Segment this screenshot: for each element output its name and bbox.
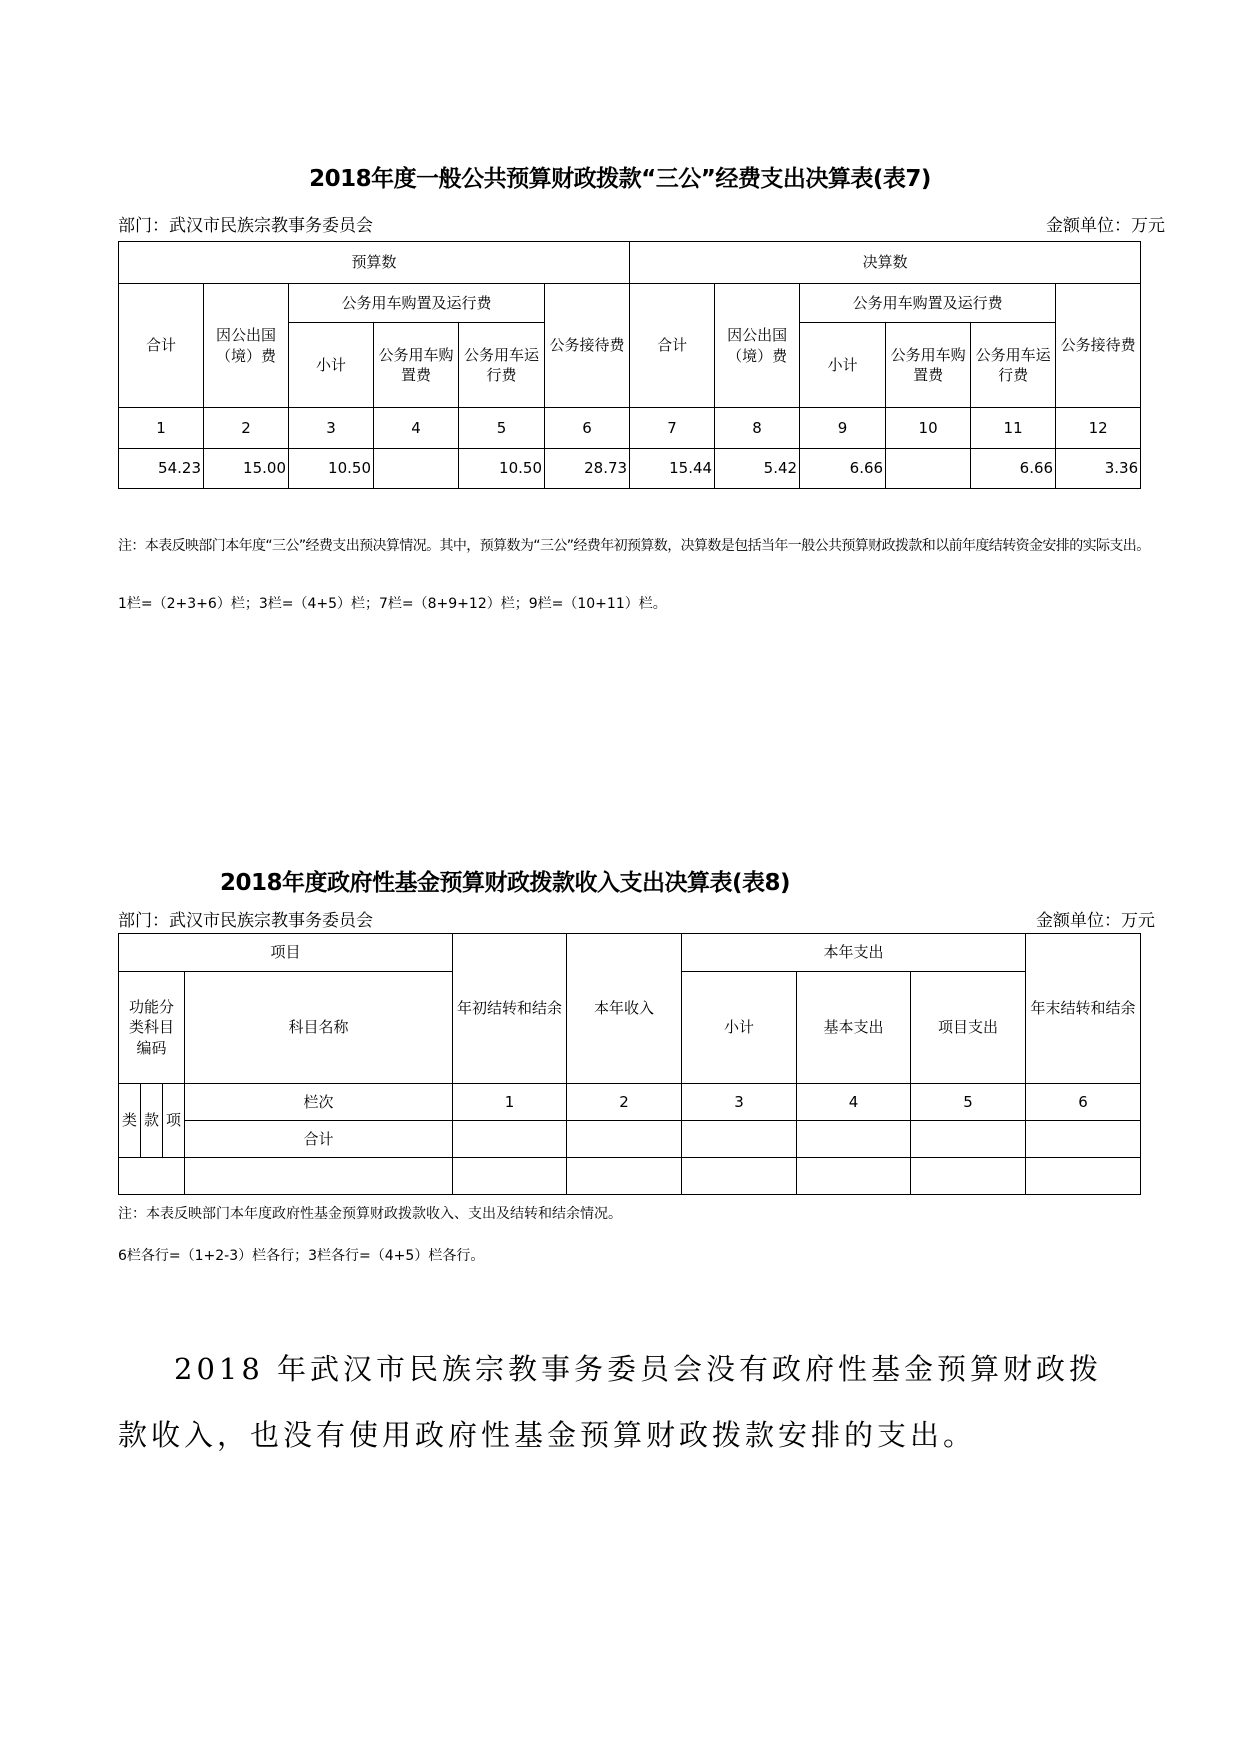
col-number: 9	[800, 408, 886, 449]
header-subtotal: 小计	[682, 972, 797, 1084]
table7-note: 注：本表反映部门本年度“三公”经费支出预决算情况。其中，预算数为“三公”经费年初预算数，决算数是包括当年一般公共预算财政拨款和以前年度结转资金安排的实际支出。	[118, 538, 1150, 554]
col-number: 3	[682, 1084, 797, 1121]
total-label: 合计	[185, 1121, 453, 1158]
header-reception: 公务接待费	[545, 284, 630, 408]
header-vehicle: 公务用车购置及运行费	[800, 284, 1056, 323]
header-final: 决算数	[630, 242, 1141, 284]
header-closing-balance: 年末结转和结余	[1026, 934, 1141, 1084]
value-cell	[374, 449, 459, 489]
col-number: 6	[545, 408, 630, 449]
value-cell: 5.42	[715, 449, 800, 489]
value-cell: 15.44	[630, 449, 715, 489]
header-vehicle-operation: 公务用车运行费	[459, 323, 545, 408]
header-project-expense: 项目支出	[911, 972, 1026, 1084]
col-number: 2	[204, 408, 289, 449]
col-number: 1	[453, 1084, 567, 1121]
header-vehicle-operation: 公务用车运行费	[971, 323, 1056, 408]
table7-title: 2018年度一般公共预算财政拨款“三公”经费支出决算表(表7)	[309, 166, 931, 192]
header-total: 合计	[119, 284, 204, 408]
header-current-income: 本年收入	[567, 934, 682, 1084]
header-subject-name: 科目名称	[185, 972, 453, 1084]
table7-formula: 1栏=（2+3+6）栏；3栏=（4+5）栏；7栏=（8+9+12）栏；9栏=（10+11）栏。	[118, 596, 667, 612]
table-row	[119, 449, 1141, 489]
table8-title: 2018年度政府性基金预算财政拨款收入支出决算表(表8)	[219, 870, 791, 896]
table8	[118, 933, 1141, 1195]
table-row	[119, 1158, 1141, 1195]
header-lanci: 栏次	[185, 1084, 453, 1121]
table8-department: 部门：武汉市民族宗教事务委员会	[118, 911, 373, 931]
paragraph-line1: 2018 年武汉市民族宗教事务委员会没有政府性基金预算财政拨	[174, 1352, 1103, 1386]
header-vehicle: 公务用车购置及运行费	[289, 284, 545, 323]
table-row	[119, 1121, 1141, 1158]
table7	[118, 241, 1141, 489]
header-abroad: 因公出国（境）费	[204, 284, 289, 408]
header-subtotal: 小计	[289, 323, 374, 408]
header-budget: 预算数	[119, 242, 630, 284]
header-lei: 类	[119, 1084, 141, 1158]
col-number: 10	[886, 408, 971, 449]
col-number: 5	[459, 408, 545, 449]
table7-department: 部门：武汉市民族宗教事务委员会	[118, 216, 373, 236]
header-opening-balance: 年初结转和结余	[453, 934, 567, 1084]
col-number: 8	[715, 408, 800, 449]
header-kuan: 款	[141, 1084, 163, 1158]
header-reception: 公务接待费	[1056, 284, 1141, 408]
table8-unit: 金额单位：万元	[1036, 911, 1155, 931]
header-func-code: 功能分类科目编码	[119, 972, 185, 1084]
col-number: 4	[797, 1084, 911, 1121]
value-cell: 6.66	[800, 449, 886, 489]
value-cell: 3.36	[1056, 449, 1141, 489]
header-vehicle-purchase: 公务用车购置费	[374, 323, 459, 408]
table8-note: 注：本表反映部门本年度政府性基金预算财政拨款收入、支出及结转和结余情况。	[118, 1206, 622, 1222]
col-number: 7	[630, 408, 715, 449]
paragraph-line2: 款收入，也没有使用政府性基金预算财政拨款安排的支出。	[118, 1418, 977, 1452]
col-number: 1	[119, 408, 204, 449]
header-current-expense: 本年支出	[682, 934, 1026, 972]
value-cell	[886, 449, 971, 489]
col-number: 6	[1026, 1084, 1141, 1121]
value-cell: 10.50	[459, 449, 545, 489]
table8-formula: 6栏各行=（1+2-3）栏各行；3栏各行=（4+5）栏各行。	[118, 1248, 485, 1264]
value-cell: 10.50	[289, 449, 374, 489]
col-number: 2	[567, 1084, 682, 1121]
value-cell: 15.00	[204, 449, 289, 489]
col-number: 12	[1056, 408, 1141, 449]
value-cell: 28.73	[545, 449, 630, 489]
header-abroad: 因公出国（境）费	[715, 284, 800, 408]
header-vehicle-purchase: 公务用车购置费	[886, 323, 971, 408]
col-number: 4	[374, 408, 459, 449]
header-subtotal: 小计	[800, 323, 886, 408]
col-number: 11	[971, 408, 1056, 449]
header-total: 合计	[630, 284, 715, 408]
header-basic-expense: 基本支出	[797, 972, 911, 1084]
value-cell: 54.23	[119, 449, 204, 489]
table7-unit: 金额单位：万元	[1046, 216, 1165, 236]
header-item: 项目	[119, 934, 453, 972]
col-number: 3	[289, 408, 374, 449]
value-cell: 6.66	[971, 449, 1056, 489]
col-number: 5	[911, 1084, 1026, 1121]
header-xiang: 项	[163, 1084, 185, 1158]
